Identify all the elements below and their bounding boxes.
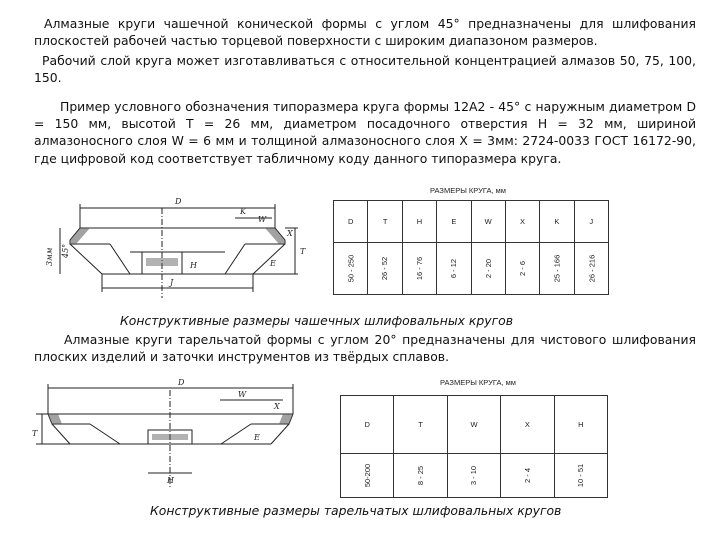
figure2-caption: Конструктивные размеры тарельчатых шлифовальных кругов — [150, 503, 562, 518]
header-x: X — [501, 396, 554, 454]
value-cell — [540, 243, 574, 295]
label-h: H — [190, 261, 197, 270]
value-cell — [471, 243, 505, 295]
label-t: T — [32, 429, 38, 438]
paragraph-designation-example — [34, 98, 696, 167]
value-cell — [505, 243, 539, 295]
label-x: X — [274, 402, 280, 411]
header-d: D — [334, 201, 368, 243]
value-cell — [341, 454, 394, 498]
label-t: T — [300, 247, 306, 256]
value-h: 16 - 76 — [414, 256, 424, 281]
value-cell — [447, 454, 500, 498]
label-h: H — [167, 476, 174, 485]
value-x: 2 - 6 — [517, 260, 527, 277]
label-k: K — [240, 207, 246, 216]
value-cell — [554, 454, 607, 498]
value-w: 2 - 20 — [483, 258, 493, 279]
label-w: W — [258, 215, 267, 224]
label-w: W — [238, 390, 247, 399]
value-k: 25 - 166 — [552, 254, 562, 283]
label-j: J — [170, 278, 174, 287]
value-cell — [368, 243, 402, 295]
header-k: K — [540, 201, 574, 243]
table-header-row — [341, 396, 608, 454]
table-row — [334, 243, 609, 295]
dish-wheel-dimensions-table — [340, 395, 608, 498]
header-d: D — [341, 396, 394, 454]
label-x: X — [287, 229, 293, 238]
header-w: W — [447, 396, 500, 454]
value-j: 26 - 216 — [586, 254, 596, 283]
label-e: E — [270, 259, 276, 268]
label-angle: 45° — [61, 243, 70, 258]
figure1-caption: Конструктивные размеры чашечных шлифовальных кругов — [120, 313, 513, 328]
cup-wheel-dimensions-table — [333, 200, 609, 295]
paragraph-dish-wheels — [34, 331, 696, 365]
header-t: T — [394, 396, 447, 454]
value-cell — [394, 454, 447, 498]
header-e: E — [437, 201, 471, 243]
value-t: 8 - 25 — [416, 465, 426, 486]
value-cell — [402, 243, 436, 295]
header-t: T — [368, 201, 402, 243]
label-e: E — [254, 433, 260, 442]
label-mm: 3мм — [45, 247, 54, 266]
paragraph-concentration — [34, 52, 696, 86]
value-x: 2 - 4 — [522, 467, 532, 484]
value-e: 6 - 12 — [449, 258, 459, 279]
table1-title: РАЗМЕРЫ КРУГА, мм — [430, 186, 506, 195]
label-d: D — [178, 378, 185, 387]
value-cell — [574, 243, 608, 295]
header-j: J — [574, 201, 608, 243]
value-w: 3 - 10 — [469, 465, 479, 486]
header-w: W — [471, 201, 505, 243]
paragraph-cup-wheels-text: Алмазные круги чашечной конической формы с углом 45° предназначены для шлифования плоскостей рабочей частью торцевой поверхности с широким диапазоном размеров. — [34, 16, 696, 49]
paragraph-concentration-text: Рабочий слой круга может изготавливаться с относительной концентрацией алмазов 50, 75, 100, 150. — [34, 53, 696, 86]
header-h: H — [402, 201, 436, 243]
value-cell — [334, 243, 368, 295]
table-row — [341, 454, 608, 498]
value-d: 50-200 — [362, 463, 372, 488]
paragraph-cup-wheels — [34, 15, 696, 49]
label-d: D — [175, 197, 182, 206]
paragraph-dish-wheels-text: Алмазные круги тарельчатой формы с углом 20° предназначены для чистового шлифования плоских изделий и заточки инструментов из твёрдых сплавов. — [34, 332, 696, 365]
cup-wheel-drawing — [40, 188, 320, 308]
value-t: 26 - 52 — [380, 256, 390, 281]
value-h: 10 - 51 — [576, 463, 586, 488]
dish-wheel-drawing — [28, 378, 313, 498]
value-d: 50 - 250 — [346, 254, 356, 283]
value-cell — [437, 243, 471, 295]
table2-title: РАЗМЕРЫ КРУГА, мм — [440, 378, 516, 387]
header-h: H — [554, 396, 607, 454]
value-cell — [501, 454, 554, 498]
paragraph-designation-example-text: Пример условного обозначения типоразмера круга формы 12А2 - 45° с наружным диаметром D = 150 мм, высотой T = 26 мм, диаметром посадочного отверстия H = 32 мм, шириной алмазоносного слоя W = 6 мм и толщиной алмазоносного слоя X = 3мм: 2724-0033 ГОСТ 16172-90, где цифровой код соответствует табличному коду данного типоразмера круга. — [34, 99, 696, 166]
header-x: X — [505, 201, 539, 243]
table-header-row — [334, 201, 609, 243]
